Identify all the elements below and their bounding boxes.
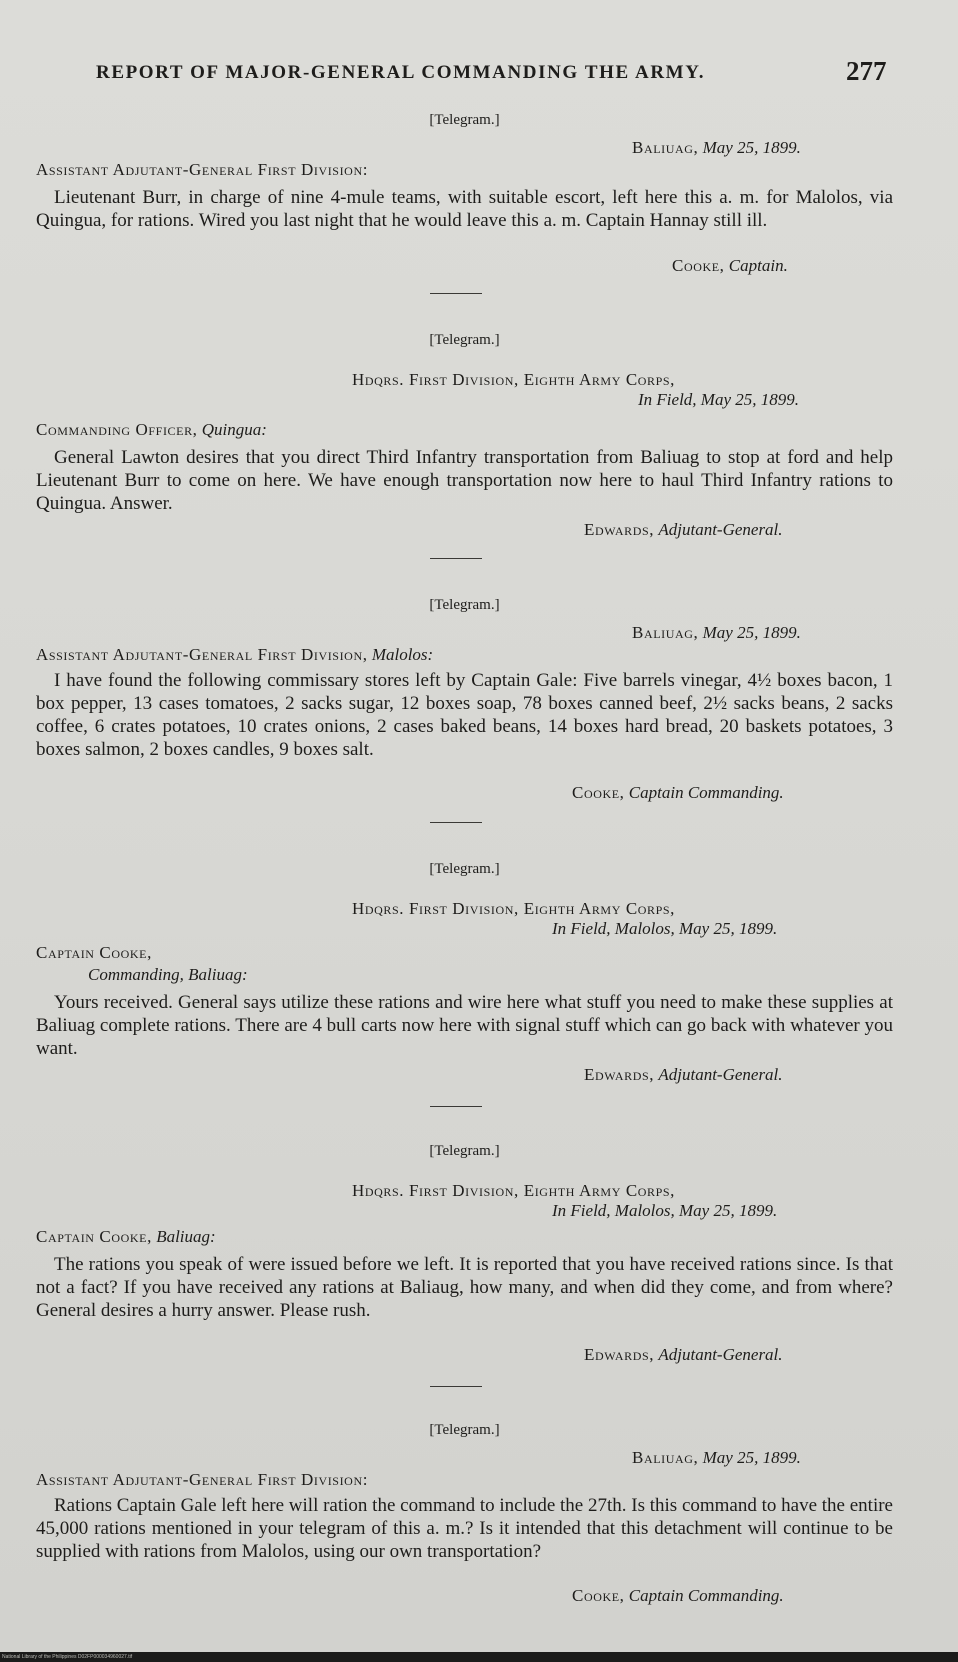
dateline-date: May 25, 1899. — [702, 1448, 801, 1467]
dateline-date: May 25, 1899. — [702, 623, 801, 642]
message-body: Rations Captain Gale left here will ration the command to include the 27th. Is this command to have the entire 45,000 rations mentioned in your telegram of this a. m.? Is it intended that this detachment will continue to be supplied with rations from Malolos, using our own transportation? — [36, 1495, 893, 1562]
message-body: I have found the following commissary stores left by Captain Gale: Five barrels vinegar, 4½ boxes bacon, 1 box pepper, 13 cases tomatoes, 2 sacks sugar, 12 boxes soap, 78 boxes canned beef, 2½ sacks beans, 2 sacks coffee, 6 crates potatoes, 10 crates onions, 2 cases baked beans, 14 boxes hard bread, 20 baskets potatoes, 3 boxes salmon, 2 boxes candles, 9 boxes salt. — [36, 670, 893, 760]
signature-name: Edwards, — [584, 1345, 655, 1364]
dateline-date-text: In Field, Malolos, May 25, 1899. — [552, 1201, 778, 1220]
addressee-name: Commanding Officer, — [36, 420, 198, 439]
signature — [584, 1065, 783, 1085]
addressee-name: Captain Cooke, — [36, 943, 152, 962]
separator-rule — [430, 1386, 482, 1387]
scan-footer-text: National Library of the Philippines D02FP000034960027.tif — [2, 1654, 133, 1660]
dateline-headquarters: Hdqrs. First Division, Eighth Army Corps, — [352, 370, 676, 389]
addressee: Assistant Adjutant-General First Division: — [36, 160, 369, 179]
signature-title: Captain Commanding. — [628, 1586, 784, 1605]
addressee-name: Captain Cooke, — [36, 1227, 152, 1246]
message-body: Yours received. General says utilize these rations and wire here what stuff you need to make these supplies at Baliuag complete rations. There are 4 bull carts now here with signal stuff which can go back with whatever you want. — [36, 992, 893, 1059]
dateline — [632, 623, 801, 643]
page-number: 277 — [846, 56, 887, 86]
signature-name: Cooke, — [572, 783, 625, 802]
addressee-name: Assistant Adjutant-General First Division, — [36, 645, 368, 664]
telegram-label: [Telegram.] — [429, 112, 500, 128]
signature — [584, 520, 783, 540]
signature — [672, 256, 788, 276]
dateline-date-text: In Field, May 25, 1899. — [638, 390, 799, 409]
signature — [584, 1345, 783, 1365]
signature-title: Captain. — [728, 256, 788, 275]
signature — [572, 1586, 784, 1606]
dateline-date — [552, 919, 777, 939]
message-body: The rations you speak of were issued before we left. It is reported that you have received rations since. Is that not a fact? If you have received any rations at Baliaug, how many, and when did they come, and from where? General desires a hurry answer. Please rush. — [36, 1254, 893, 1321]
addressee-place: Malolos: — [371, 645, 434, 664]
signature-title: Adjutant-General. — [658, 1345, 783, 1364]
telegram-label: [Telegram.] — [429, 1422, 500, 1438]
separator-rule — [430, 293, 482, 294]
signature-title: Adjutant-General. — [658, 1065, 783, 1084]
dateline-headquarters: Hdqrs. First Division, Eighth Army Corps, — [352, 1181, 676, 1200]
dateline-place: Baliuag, — [632, 138, 699, 157]
addressee-place: Baliuag: — [156, 1227, 216, 1246]
addressee-line2-text: Commanding, Baliuag: — [88, 965, 248, 984]
telegram-label: [Telegram.] — [429, 861, 500, 877]
signature-name: Cooke, — [672, 256, 725, 275]
separator-rule — [430, 822, 482, 823]
separator-rule — [430, 558, 482, 559]
signature-title: Adjutant-General. — [658, 520, 783, 539]
dateline-headquarters: Hdqrs. First Division, Eighth Army Corps, — [352, 899, 676, 918]
message-body: General Lawton desires that you direct Third Infantry transportation from Baliuag to stop at ford and help Lieutenant Burr to come on here. We have enough transportation now here to haul Third Infantry rations to Quingua. Answer. — [36, 447, 893, 514]
addressee — [36, 645, 433, 665]
dateline — [632, 138, 801, 158]
dateline-place: Baliuag, — [632, 1448, 699, 1467]
addressee-line2 — [88, 965, 248, 985]
message-body: Lieutenant Burr, in charge of nine 4-mule teams, with suitable escort, left here this a. m. for Malolos, via Quingua, for rations. Wired you last night that he would leave this a. m. Captain Hannay still ill. — [36, 187, 893, 231]
separator-rule — [430, 1106, 482, 1107]
dateline-date — [638, 390, 799, 410]
signature-name: Cooke, — [572, 1586, 625, 1605]
signature — [572, 783, 784, 803]
signature-name: Edwards, — [584, 1065, 655, 1084]
addressee — [36, 420, 267, 440]
scan-footer-strip — [0, 1652, 958, 1662]
dateline-place: Baliuag, — [632, 623, 699, 642]
running-head: REPORT OF MAJOR-GENERAL COMMANDING THE ARMY. — [96, 62, 706, 83]
dateline-date — [552, 1201, 777, 1221]
telegram-label: [Telegram.] — [429, 597, 500, 613]
dateline-date: May 25, 1899. — [702, 138, 801, 157]
dateline — [632, 1448, 801, 1468]
telegram-label: [Telegram.] — [429, 332, 500, 348]
addressee-place: Quingua: — [201, 420, 267, 439]
addressee: Assistant Adjutant-General First Division: — [36, 1470, 369, 1489]
telegram-label: [Telegram.] — [429, 1143, 500, 1159]
signature-title: Captain Commanding. — [628, 783, 784, 802]
dateline-date-text: In Field, Malolos, May 25, 1899. — [552, 919, 778, 938]
addressee — [36, 1227, 216, 1247]
signature-name: Edwards, — [584, 520, 655, 539]
